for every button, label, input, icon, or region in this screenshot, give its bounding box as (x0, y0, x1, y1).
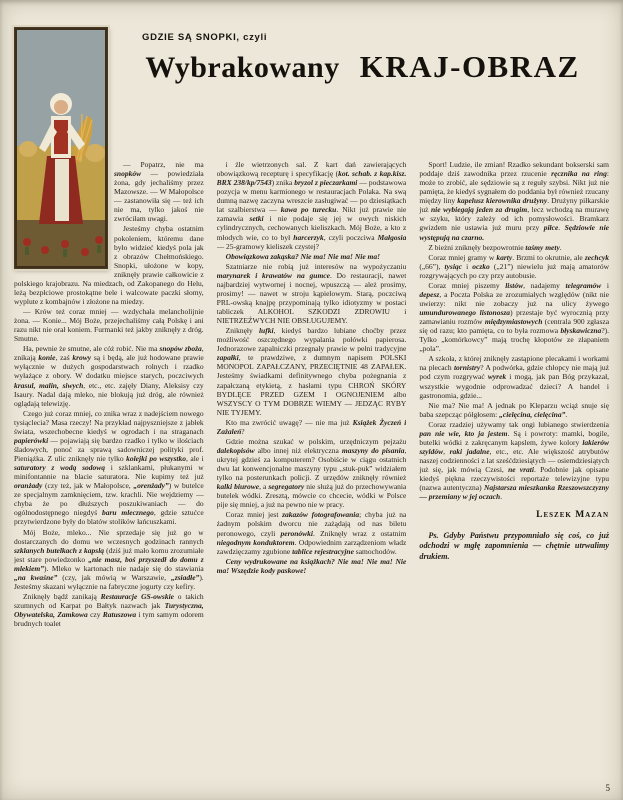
paragraph: Nie ma? Nie ma! A jednak po Kleparzu wciąż snuje się baba szepcząc półgłosem: „cielęcina, cielęcina”. (419, 400, 610, 419)
article-header (118, 32, 607, 84)
paragraph: i źle wietrzonych sal. Z kart dań zawierających obowiązkową recepturę i specyfikację (kot. schab. z kap.kisz. BRX 238/kp/7543) znika bryzol z pieczarkami — podstawowa pozycja w menu karmionego w restauracjach Polaka. Na swą dumną nazwę zaczyna wreszcie zasługiwać — po dziesiątkach lat szalbierstwa — kawa po turecku. Nikt już prawie nie zamawia setki i nie podaje się jej w owych niskich cylindrycznych, cechowanych kieliszkach. Mój Boże, a kto z młodych wie, co to był harcerzyk, czyli poczciwa Małgosia — 25-gramowy kieliszek czystej? (216, 160, 407, 251)
paragraph: Coraz mniej piszemy listów, nadajemy telegramów i depesz, a Poczta Polska ze zrozumiałych względów (nikt nie uwierzy: nikt nie zobaczy już na ulicy żywego umundurowanego listonosza) przestaje być wyrocznią przy zamawianiu rozmów międzymiastowych (centrala 900 zgłasza się od razu; kto pamięta, co to była rozmowa błyskawiczna?). Tylko „komórkowcy” mają trochę kłopotów ze złapaniem „pola”. (419, 280, 610, 354)
article-kicker: GDZIE SĄ SNOPKI, czyli (142, 32, 268, 43)
paragraph: Ha, pewnie że smutne, ale cóż robić. Nie ma snopów zboża, znikają konie, zaś krowy są i będą, ale już hodowane prawie wyłącznie w dużych gospodarstwach rolnych i rzadko wyłażące z obory. W dodatku miejsce starych, poczciwych krasul, malin, siwych, etc., etc. zajęły Diany, Aleksisy czy Isaury. Nadal dają mleko, nie blokują już dróg, ale również oglądają telewizję. (14, 344, 204, 408)
paragraph: Ceny wydrukowane na książkach? Nie ma! Nie ma! Nie ma! Wszędzie kody paskowe! (216, 556, 407, 575)
paragraph: Obowiązkowa zakąska? Nie ma! Nie ma! Nie ma! (225, 251, 381, 261)
paragraph: Jesteśmy chyba ostatnim pokoleniem, któremu dane było widzieć kiedyś pola jak z obrazów Chełmońskiego. Snopki, ułożone w kopy, zniknęły prawie całkowicie z polskiego krajobrazu. Na miedzach, od Zakopanego do Helu, leżą bezpłciowe prostokątne bele i walcowate paczki słomy, wyplute z kombajnów i złożone na miedzy. (14, 224, 204, 306)
paragraph: — Krów też coraz mniej — wzdychała melancholijnie żona. — Konie... Mój Boże, przejechaliśmy całą Polskę i ani razu nikt nie orał koniem. Furmanki też jakby zniknęły z dróg. Smutne. (14, 307, 204, 344)
paragraph: Zniknęły bądź zanikają Restauracje GS-owskie o takich szumnych od Karpat po Bałtyk nazwach jak Turystyczna, Obywatelska, Zamkowa czy Ratuszowa i tym samym odorem brudnych toalet (14, 591, 204, 629)
paragraph: Zniknęły lufki, kiedyś bardzo lubiane choćby przez możliwość oszczędnego wypalania połówki papierosa. Jednorazowe zapalniczki przegnały prawie w pełni tradycyjne zapałki, te prawdziwe, z dumnym napisem POLSKI MONOPOL ZAPAŁCZANY, PRZECIĘTNIE 48 ZAPAŁEK. Jesteśmy świadkami definitywnego chyba pożegnania z zapałczaną etykietą, z hasłami typu CHROŃ SKÓRY BYDLĘCE PRZED GZEM I OGNOJENIEM albo WSZYSCY O TYM DOBRZE WIEMY — JEDZĄC RYBY NIE TYJEMY. (216, 326, 407, 417)
paragraph: A szkoła, z której zniknęły zastąpione plecakami i workami na plecach tornistry? A podwórka, gdzie chłopcy nie mają już pod czym rozgrywać wyrek i mogą, jak pan Bóg przykazał, wszystkie wygodnie odprowadzać dzieci? A handel i gastronomia, gdzie... (419, 354, 610, 400)
column-3-text (419, 160, 609, 501)
paragraph: — Popatrz, nie ma snopków — powiedziała żona, gdy jechaliśmy przez Mazowsze. — W Małopolsce — zastanowiła się — też ich nie ma, tylko jakoś nie zwróciłam uwagi. (114, 160, 204, 224)
paragraph: Czego już coraz mniej, co znika wraz z nadejściem nowego tysiąclecia? Masa rzeczy! Na przykład najpyszniejsze z jabłek świata, wszechobecne kiedyś w ogrodach i na straganach papierówki — pojawiają się bardzo rzadko i tylko w ilościach śladowych, ponoć za sprawą sadowniczej polityki prof. Pieniążka. Z ulic zniknęły nie tylko kolejki po wszystko, ale i saturatory z wodą sodową i szklankami, płukanymi w minifontannie na blacie saturatora. Nie kupimy też już oranżady (czy też, jak w Małopolsce, „orenżady”) w butelce ze specjalnym zamknięciem, tzw. krachli. Nie wejdziemy — chyba że po dłuższych poszukiwaniach — do ogólnodostępnego niegdyś baru mlecznego, gdzie sztućce przytwierdzone były do blatów stolików łańcuszkami. (14, 408, 204, 527)
author-signature: Leszek Mazan (536, 510, 610, 521)
column-2-text (217, 160, 407, 575)
paragraph: Szatniarze nie robią już interesów na wypożyczaniu marynarek i krawatów na gumce. Do restauracji, nawet najbardziej wytwornej i nocnej, wpuszczą — ależ prosimy, prosimy! — nawet w stroju kąpielowym. Starą, poczciwą PRL-owską knajpę przypominają tylko idiotyzmy w postaci tabliczek ALKOHOL SZKODZI ZDROWIU i NIETRZEŹWYCH NIE OBSŁUGUJEMY. (216, 261, 407, 326)
paragraph: Kto ma zwrócić uwagę? — nie ma już Książek Życzeń i Zażaleń? (216, 417, 407, 436)
column-3 (419, 160, 609, 784)
paragraph: Sport! Ludzie, ile zmian! Rzadko sekundant bokserski sam poddaje dziś zawodnika przez rzucenie ręcznika na ring: może to zrobić, ale sędziowie są z reguły szybsi. Nikt już nie pamięta, że kiedyś sygnałem do poddania był również rzucany między liny kapelusz kierownika drużyny. Drużyny piłkarskie już nie wybiegają jeden za drugim, lecz wchodzą na murawę w szyku, który zależy od ich pomysłowości. Bramkarz gwizdem nie ustawia już muru przy piłce. Sędziowie nie występują na czarno. (419, 160, 610, 242)
paragraph: Coraz rzadziej używamy tak ongi lubianego stwierdzenia pan nie wie, kto ja jestem. Są i powroty: mamki, bogile, butelki wódki z zakręcanym kapslem, żywe kolory lakierów szyldów, raki jadalne, etc., etc. Ale większość atrybutów naszej codzienności z lat sześćdziesiątych — osiemdziesiątych już się, jak mówią Czesi, ne vrati. Podobnie jak opisane kiedyś piękna rzeczywistości reportaże telewizyjne typu (nazwa autentyczna) Najstarsza mieszkanka Rzeszowszczyzny — przemiany w jej oczach. (419, 419, 610, 502)
article-body (14, 160, 609, 784)
title-word: Wybrakowany (145, 51, 340, 84)
paragraph: Gdzie można szukać w polskim, urzędniczym pejzażu dalekopisów albo innej niż elektryczna maszyny do pisania, ukrytej gdzieś za komputerem? Osobiście w ciągu ostatnich dwu lat konwencjonalne maszyny typu „stuk-puk” widziałem tylko na posterunkach policji. Z urzędów zniknęły również kalki biurowe, a segregatory nie służą już do przechowywania butelek wódki. Zresztą, mówcie co chcecie, wódki w Polsce pije się mniej, a już na pewno nie w pracy. (216, 436, 407, 510)
article-title (118, 51, 607, 84)
paragraph: Z bieżni zniknęły bezpowrotnie taśmy mety. (428, 242, 562, 252)
paragraph: Coraz mniej gramy w karty. Brzmi to okrutnie, ale zechcyk („66”), tysiąc i oczko („21”) niewielu już mają amatorów rozgrywających po czy przy autobusie. (419, 252, 610, 280)
illustration-wrap-spacer (14, 160, 114, 270)
column-1 (14, 160, 204, 784)
paragraph: Coraz mniej jest zakazów fotografowania; chyba już na żadnym polskim dworcu nie zażądają od nas biletu peronowego, czyli peronówki. Zniknęły wraz z ostatnim niegodnym konduktorem. Odpowiednim zarządzeniom władz zawdzięczamy zgubione tablice rejestracyjne samochodów. (216, 510, 407, 556)
postscript: Ps. Gdyby Państwu przypomniało się coś, co już odchodzi w mgłę zapomnienia — chętnie utrwalimy drukiem. (419, 530, 610, 562)
paragraph: Mój Boże, mleko... Nie sprzedaje się już go w dostarczanych do domu we wczesnych godzinach rannych szklanych butelkach z kapslą (dziś już mało komu zrozumiałe jest stare powiedzonko „nie masz, boś przyszedł do domu z mlekiem”). Mleko w kartonach nie nadaje się do stawiania „na kwaśne” (czy, jak mówią w Warszawie, „zsiadłe”). Jesteśmy skazani wyłącznie na fabryczne jogurty czy kefiry. (14, 527, 204, 591)
page-number: 5 (605, 783, 610, 793)
title-caps: KRAJ-OBRAZ (359, 49, 580, 84)
column-2 (217, 160, 407, 784)
